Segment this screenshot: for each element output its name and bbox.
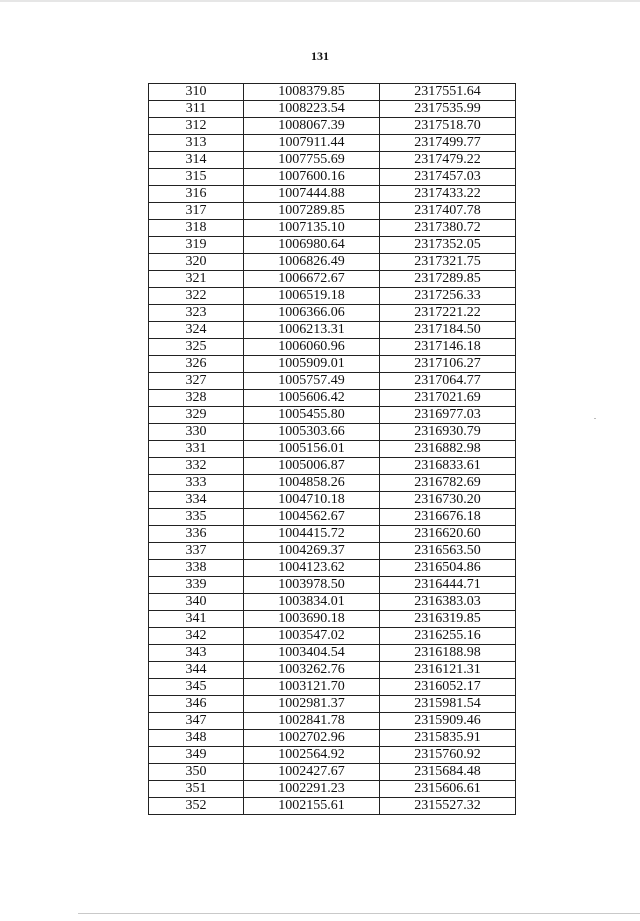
y-coordinate-cell: 2315527.32 <box>380 798 516 815</box>
table-row <box>149 781 516 798</box>
scan-speck <box>594 418 596 419</box>
y-coordinate-cell: 2316782.69 <box>380 475 516 492</box>
point-number-cell: 337 <box>149 543 244 560</box>
table-row <box>149 237 516 254</box>
point-number-cell: 321 <box>149 271 244 288</box>
x-coordinate-cell: 1006060.96 <box>244 339 380 356</box>
table-row <box>149 696 516 713</box>
point-number-cell: 347 <box>149 713 244 730</box>
x-coordinate-cell: 1007600.16 <box>244 169 380 186</box>
point-number-cell: 342 <box>149 628 244 645</box>
table-row <box>149 288 516 305</box>
point-number-cell: 351 <box>149 781 244 798</box>
table-row <box>149 509 516 526</box>
x-coordinate-cell: 1004415.72 <box>244 526 380 543</box>
point-number-cell: 350 <box>149 764 244 781</box>
point-number-cell: 312 <box>149 118 244 135</box>
y-coordinate-cell: 2317457.03 <box>380 169 516 186</box>
y-coordinate-cell: 2317535.99 <box>380 101 516 118</box>
table-row <box>149 713 516 730</box>
point-number-cell: 341 <box>149 611 244 628</box>
x-coordinate-cell: 1008067.39 <box>244 118 380 135</box>
y-coordinate-cell: 2317289.85 <box>380 271 516 288</box>
y-coordinate-cell: 2316730.20 <box>380 492 516 509</box>
table-row <box>149 662 516 679</box>
table-row <box>149 441 516 458</box>
point-number-cell: 327 <box>149 373 244 390</box>
x-coordinate-cell: 1003404.54 <box>244 645 380 662</box>
table-row <box>149 458 516 475</box>
point-number-cell: 317 <box>149 203 244 220</box>
table-row <box>149 747 516 764</box>
x-coordinate-cell: 1007135.10 <box>244 220 380 237</box>
point-number-cell: 310 <box>149 84 244 101</box>
x-coordinate-cell: 1005303.66 <box>244 424 380 441</box>
x-coordinate-cell: 1007444.88 <box>244 186 380 203</box>
point-number-cell: 325 <box>149 339 244 356</box>
y-coordinate-cell: 2315760.92 <box>380 747 516 764</box>
table-row <box>149 526 516 543</box>
y-coordinate-cell: 2316676.18 <box>380 509 516 526</box>
point-number-cell: 314 <box>149 152 244 169</box>
x-coordinate-cell: 1006213.31 <box>244 322 380 339</box>
point-number-cell: 333 <box>149 475 244 492</box>
table-row <box>149 475 516 492</box>
x-coordinate-cell: 1006519.18 <box>244 288 380 305</box>
y-coordinate-cell: 2316319.85 <box>380 611 516 628</box>
table-row <box>149 356 516 373</box>
y-coordinate-cell: 2316444.71 <box>380 577 516 594</box>
y-coordinate-cell: 2317021.69 <box>380 390 516 407</box>
x-coordinate-cell: 1004123.62 <box>244 560 380 577</box>
x-coordinate-cell: 1003121.70 <box>244 679 380 696</box>
table-row <box>149 645 516 662</box>
point-number-cell: 330 <box>149 424 244 441</box>
y-coordinate-cell: 2317106.27 <box>380 356 516 373</box>
point-number-cell: 328 <box>149 390 244 407</box>
y-coordinate-cell: 2316620.60 <box>380 526 516 543</box>
point-number-cell: 332 <box>149 458 244 475</box>
y-coordinate-cell: 2317221.22 <box>380 305 516 322</box>
x-coordinate-cell: 1003262.76 <box>244 662 380 679</box>
x-coordinate-cell: 1005455.80 <box>244 407 380 424</box>
point-number-cell: 346 <box>149 696 244 713</box>
coordinates-table <box>148 83 516 815</box>
y-coordinate-cell: 2317064.77 <box>380 373 516 390</box>
x-coordinate-cell: 1006366.06 <box>244 305 380 322</box>
table-row <box>149 135 516 152</box>
y-coordinate-cell: 2317407.78 <box>380 203 516 220</box>
x-coordinate-cell: 1002841.78 <box>244 713 380 730</box>
point-number-cell: 311 <box>149 101 244 118</box>
y-coordinate-cell: 2316383.03 <box>380 594 516 611</box>
point-number-cell: 323 <box>149 305 244 322</box>
table-row <box>149 611 516 628</box>
y-coordinate-cell: 2317146.18 <box>380 339 516 356</box>
table-row <box>149 407 516 424</box>
x-coordinate-cell: 1003690.18 <box>244 611 380 628</box>
x-coordinate-cell: 1002427.67 <box>244 764 380 781</box>
point-number-cell: 352 <box>149 798 244 815</box>
y-coordinate-cell: 2316121.31 <box>380 662 516 679</box>
table-row <box>149 730 516 747</box>
table-row <box>149 543 516 560</box>
table-row <box>149 186 516 203</box>
x-coordinate-cell: 1004269.37 <box>244 543 380 560</box>
table-row <box>149 101 516 118</box>
y-coordinate-cell: 2315684.48 <box>380 764 516 781</box>
x-coordinate-cell: 1008223.54 <box>244 101 380 118</box>
coordinates-table-body <box>149 84 516 815</box>
point-number-cell: 348 <box>149 730 244 747</box>
point-number-cell: 344 <box>149 662 244 679</box>
y-coordinate-cell: 2316255.16 <box>380 628 516 645</box>
y-coordinate-cell: 2317433.22 <box>380 186 516 203</box>
y-coordinate-cell: 2317352.05 <box>380 237 516 254</box>
y-coordinate-cell: 2317184.50 <box>380 322 516 339</box>
table-row <box>149 424 516 441</box>
y-coordinate-cell: 2317321.75 <box>380 254 516 271</box>
x-coordinate-cell: 1006672.67 <box>244 271 380 288</box>
table-row <box>149 594 516 611</box>
point-number-cell: 319 <box>149 237 244 254</box>
x-coordinate-cell: 1007755.69 <box>244 152 380 169</box>
y-coordinate-cell: 2316977.03 <box>380 407 516 424</box>
x-coordinate-cell: 1002981.37 <box>244 696 380 713</box>
table-row <box>149 152 516 169</box>
point-number-cell: 349 <box>149 747 244 764</box>
table-row <box>149 322 516 339</box>
x-coordinate-cell: 1005909.01 <box>244 356 380 373</box>
y-coordinate-cell: 2315835.91 <box>380 730 516 747</box>
x-coordinate-cell: 1005156.01 <box>244 441 380 458</box>
x-coordinate-cell: 1003834.01 <box>244 594 380 611</box>
table-row <box>149 169 516 186</box>
x-coordinate-cell: 1006826.49 <box>244 254 380 271</box>
y-coordinate-cell: 2317256.33 <box>380 288 516 305</box>
y-coordinate-cell: 2317518.70 <box>380 118 516 135</box>
y-coordinate-cell: 2317551.64 <box>380 84 516 101</box>
x-coordinate-cell: 1007911.44 <box>244 135 380 152</box>
x-coordinate-cell: 1002702.96 <box>244 730 380 747</box>
table-row <box>149 390 516 407</box>
y-coordinate-cell: 2316930.79 <box>380 424 516 441</box>
point-number-cell: 343 <box>149 645 244 662</box>
point-number-cell: 334 <box>149 492 244 509</box>
table-row <box>149 339 516 356</box>
table-row <box>149 305 516 322</box>
table-row <box>149 679 516 696</box>
table-row <box>149 798 516 815</box>
x-coordinate-cell: 1003547.02 <box>244 628 380 645</box>
x-coordinate-cell: 1008379.85 <box>244 84 380 101</box>
table-row <box>149 254 516 271</box>
point-number-cell: 336 <box>149 526 244 543</box>
x-coordinate-cell: 1004710.18 <box>244 492 380 509</box>
y-coordinate-cell: 2316833.61 <box>380 458 516 475</box>
x-coordinate-cell: 1004562.67 <box>244 509 380 526</box>
point-number-cell: 335 <box>149 509 244 526</box>
point-number-cell: 318 <box>149 220 244 237</box>
table-row <box>149 764 516 781</box>
x-coordinate-cell: 1002155.61 <box>244 798 380 815</box>
x-coordinate-cell: 1005606.42 <box>244 390 380 407</box>
point-number-cell: 340 <box>149 594 244 611</box>
x-coordinate-cell: 1002564.92 <box>244 747 380 764</box>
table-row <box>149 560 516 577</box>
point-number-cell: 329 <box>149 407 244 424</box>
table-row <box>149 492 516 509</box>
point-number-cell: 339 <box>149 577 244 594</box>
y-coordinate-cell: 2315909.46 <box>380 713 516 730</box>
table-row <box>149 373 516 390</box>
page-top-edge <box>0 0 640 2</box>
x-coordinate-cell: 1003978.50 <box>244 577 380 594</box>
x-coordinate-cell: 1006980.64 <box>244 237 380 254</box>
point-number-cell: 320 <box>149 254 244 271</box>
table-row <box>149 84 516 101</box>
point-number-cell: 324 <box>149 322 244 339</box>
y-coordinate-cell: 2316563.50 <box>380 543 516 560</box>
y-coordinate-cell: 2315606.61 <box>380 781 516 798</box>
y-coordinate-cell: 2316052.17 <box>380 679 516 696</box>
y-coordinate-cell: 2317380.72 <box>380 220 516 237</box>
x-coordinate-cell: 1005757.49 <box>244 373 380 390</box>
y-coordinate-cell: 2317499.77 <box>380 135 516 152</box>
point-number-cell: 316 <box>149 186 244 203</box>
point-number-cell: 322 <box>149 288 244 305</box>
point-number-cell: 315 <box>149 169 244 186</box>
table-row <box>149 628 516 645</box>
table-row <box>149 577 516 594</box>
table-row <box>149 118 516 135</box>
point-number-cell: 338 <box>149 560 244 577</box>
page-number: 131 <box>311 49 329 63</box>
point-number-cell: 313 <box>149 135 244 152</box>
y-coordinate-cell: 2316188.98 <box>380 645 516 662</box>
y-coordinate-cell: 2315981.54 <box>380 696 516 713</box>
table-row <box>149 271 516 288</box>
y-coordinate-cell: 2316882.98 <box>380 441 516 458</box>
x-coordinate-cell: 1005006.87 <box>244 458 380 475</box>
x-coordinate-cell: 1002291.23 <box>244 781 380 798</box>
page-bottom-edge <box>78 913 640 914</box>
table-row <box>149 220 516 237</box>
table-row <box>149 203 516 220</box>
point-number-cell: 345 <box>149 679 244 696</box>
point-number-cell: 331 <box>149 441 244 458</box>
y-coordinate-cell: 2317479.22 <box>380 152 516 169</box>
point-number-cell: 326 <box>149 356 244 373</box>
y-coordinate-cell: 2316504.86 <box>380 560 516 577</box>
x-coordinate-cell: 1004858.26 <box>244 475 380 492</box>
x-coordinate-cell: 1007289.85 <box>244 203 380 220</box>
